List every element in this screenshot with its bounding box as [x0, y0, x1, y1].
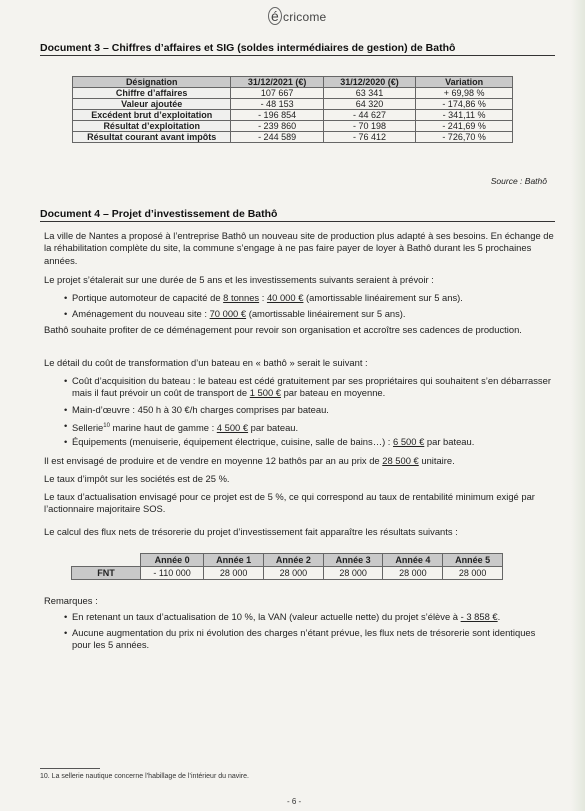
bullet-item: • Main-d’œuvre : 450 h à 30 €/h charges comprises par bateau.: [64, 404, 555, 416]
table-row: [72, 567, 503, 580]
table-header-row: [72, 554, 503, 567]
bullet-item: • Sellerie$^{10}$ marine haut de gamme : 4 500 € par bateau.: [64, 420, 555, 434]
column-header: 31/12/2021 (€): [231, 77, 323, 88]
table-cell: - 341,11 %: [416, 110, 513, 121]
column-header: Année 5: [443, 554, 503, 567]
table-cell: - 726,70 %: [416, 132, 513, 143]
table-row: [73, 110, 513, 121]
bullet-item: • En retenant un taux d’actualisation de 10 %, la VAN (valeur actuelle nette) du projet s’élève à - 3 858 €.: [64, 611, 555, 623]
paragraph: Le détail du coût de transformation d’un bateau en « bathô » serait le suivant :: [44, 357, 368, 368]
bullet-item: • Aucune augmentation du prix ni évolution des charges n’étant prévue, les flux nets de trésorerie sont identiques pour les 5 années.: [64, 627, 555, 652]
table-cell: + 69,98 %: [416, 88, 513, 99]
column-header: Année 4: [383, 554, 443, 567]
table-row: [73, 121, 513, 132]
table-cell: - 44 627: [323, 110, 415, 121]
paragraph: Le calcul des flux nets de trésorerie du projet d’investissement fait apparaître les résultats suivants :: [44, 526, 458, 537]
bullet-item: • Portique automoteur de capacité de 8 tonnes : 40 000 € (amortissable linéairement sur 5 ans).: [64, 292, 555, 304]
column-header: Année 2: [263, 554, 323, 567]
table-row: [73, 99, 513, 110]
bullet-item: • Aménagement du nouveau site : 70 000 € (amortissable linéairement sur 5 ans).: [64, 308, 555, 320]
document-3-title: Document 3 – Chiffres d’affaires et SIG (soldes intermédiaires de gestion) de Bathô: [40, 42, 456, 54]
row-label: Excédent brut d’exploitation: [73, 110, 231, 121]
table-cell: 28 000: [443, 567, 503, 580]
table-cell: - 110 000: [140, 567, 203, 580]
table-cell: 28 000: [323, 567, 383, 580]
footnote-rule: [40, 768, 100, 769]
table-cell: 64 320: [323, 99, 415, 110]
footnote: 10. La sellerie nautique concerne l’habillage de l’intérieur du navire.: [40, 773, 249, 780]
row-label: Résultat courant avant impôts: [73, 132, 231, 143]
column-header: Variation: [416, 77, 513, 88]
table-cell: - 76 412: [323, 132, 415, 143]
paragraph: Il est envisagé de produire et de vendre en moyenne 12 bathôs par an au prix de 28 500 € unitaire.: [44, 455, 455, 466]
paragraph: Le projet s’étalerait sur une durée de 5 ans et les investissements suivants seraient à prévoir :: [44, 274, 434, 285]
bullet-item: • Équipements (menuiserie, équipement électrique, cuisine, salle de bains…) : 6 500 € par bateau.: [64, 436, 555, 448]
table-cell: - 48 153: [231, 99, 323, 110]
row-label: Valeur ajoutée: [73, 99, 231, 110]
table-cell: - 70 198: [323, 121, 415, 132]
document-4-title: Document 4 – Projet d’investissement de Bathô: [40, 208, 278, 220]
fnt-table: [71, 553, 503, 580]
table-cell: 28 000: [263, 567, 323, 580]
column-header: Année 3: [323, 554, 383, 567]
page-number: - 6 -: [287, 797, 302, 806]
remarks-title: Remarques :: [44, 595, 98, 606]
column-header: Année 1: [204, 554, 264, 567]
table-cell: - 174,86 %: [416, 99, 513, 110]
source-note: Source : Bathô: [490, 176, 547, 186]
ecricome-logo: é cricome: [268, 8, 326, 24]
column-header: Année 0: [140, 554, 203, 567]
page-edge: [571, 0, 585, 811]
paragraph: Bathô souhaite profiter de ce déménagement pour revoir son organisation et accroître ses cadences de production.: [44, 324, 522, 335]
paragraph: Le taux d’actualisation envisagé pour ce projet est de 5 %, ce qui correspond au taux de rentabilité minimum exigé par l’actionnaire majoritaire SOS.: [44, 491, 535, 515]
table-row: [73, 88, 513, 99]
divider: [40, 55, 555, 56]
row-label: Chiffre d’affaires: [73, 88, 231, 99]
paragraph: Le taux d’impôt sur les sociétés est de 25 %.: [44, 473, 230, 484]
table-cell: 28 000: [204, 567, 264, 580]
row-label: FNT: [72, 567, 141, 580]
table-header-row: [73, 77, 513, 88]
paragraph: La ville de Nantes a proposé à l’entreprise Bathô un nouveau site de production plus adapté à ses besoins. En échange de la réhabilitation complète du site, la commune s’engage à ne pas faire payer de loyer à Bathô durant les 5 prochaines années.: [44, 230, 554, 266]
column-header: Désignation: [73, 77, 231, 88]
table-cell: - 196 854: [231, 110, 323, 121]
bullet-item: • Coût d’acquisition du bateau : le bateau est cédé gratuitement par ses propriétaires qui souhaitent s’en débarrasser mais il faut prévoir un coût de transport de 1 500 € par bateau en moyenne.: [64, 375, 555, 400]
row-label: Résultat d’exploitation: [73, 121, 231, 132]
table-cell: - 241,69 %: [416, 121, 513, 132]
table-cell: 63 341: [323, 88, 415, 99]
table-cell: 107 667: [231, 88, 323, 99]
column-header: 31/12/2020 (€): [323, 77, 415, 88]
table-cell: - 244 589: [231, 132, 323, 143]
table-row: [73, 132, 513, 143]
table-cell: - 239 860: [231, 121, 323, 132]
sig-table: [72, 76, 513, 143]
table-cell: 28 000: [383, 567, 443, 580]
divider: [40, 221, 555, 222]
